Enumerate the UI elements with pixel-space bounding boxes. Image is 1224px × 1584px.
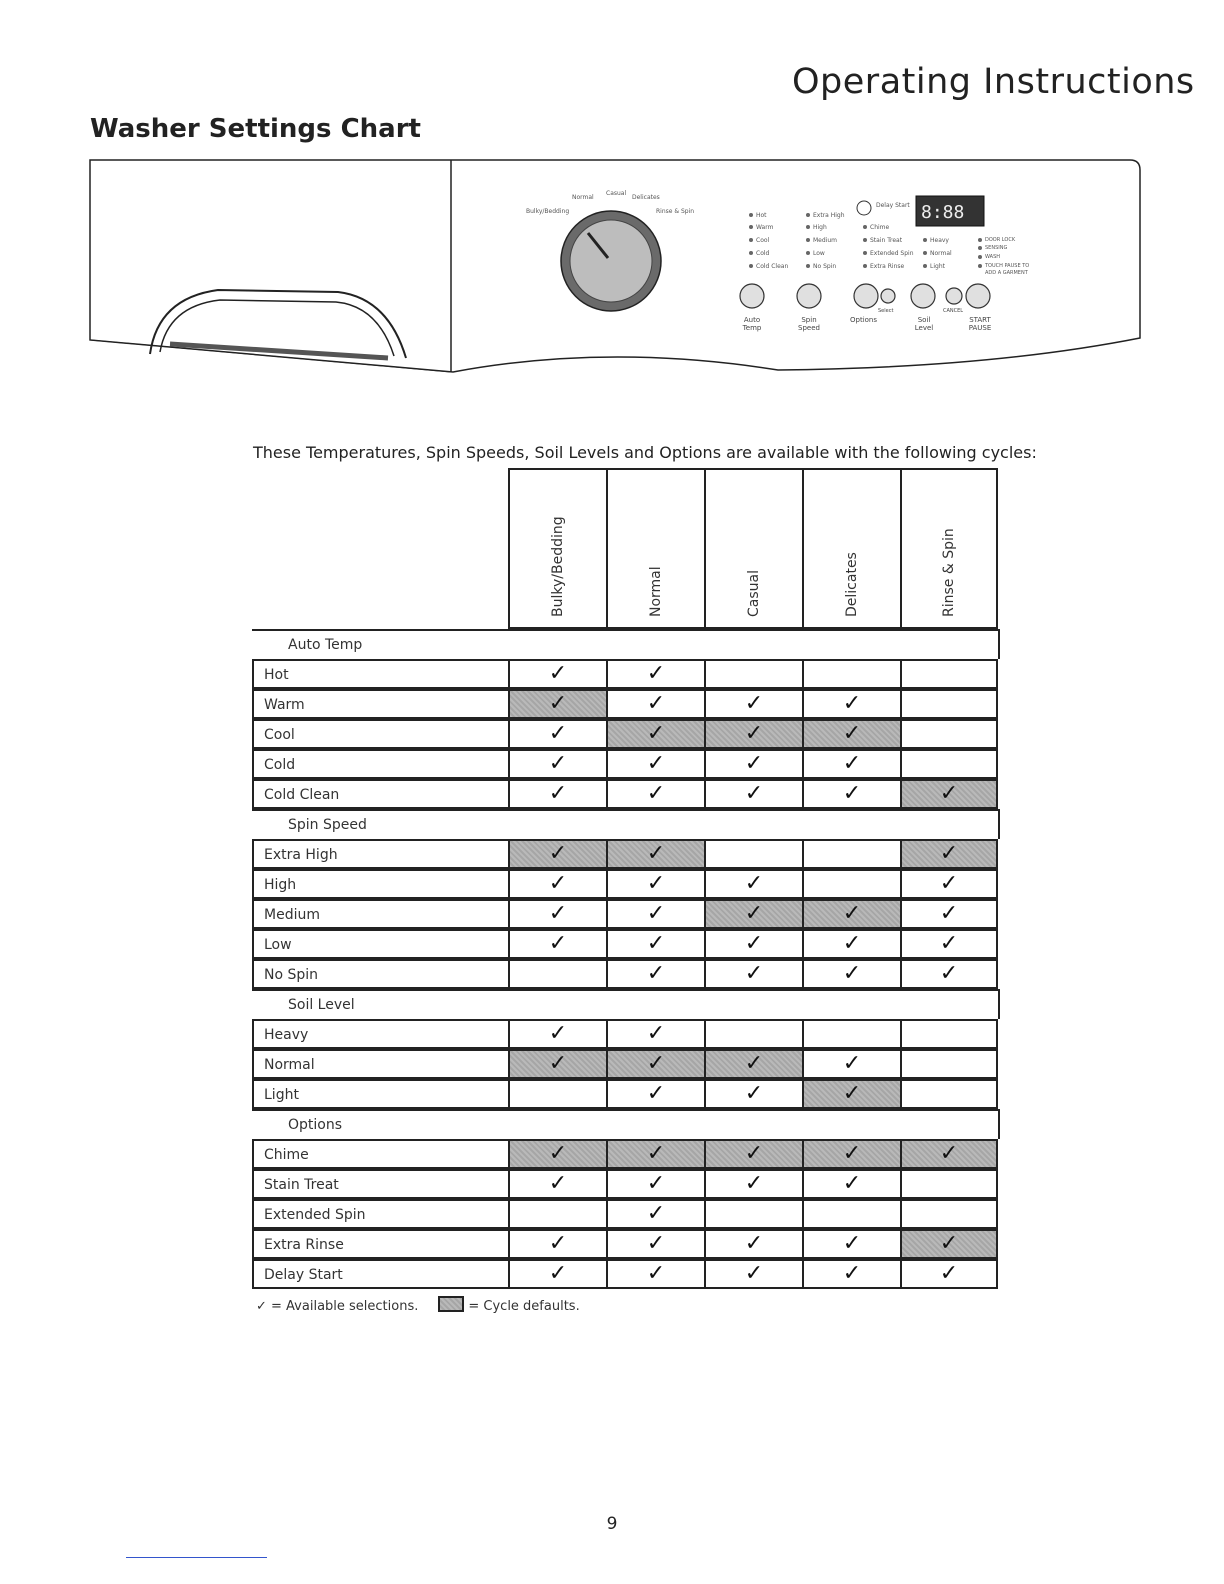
check-mark-icon: ✓ — [646, 1081, 666, 1106]
check-mark-icon: ✓ — [646, 751, 666, 776]
check-mark-icon: ✓ — [744, 961, 764, 986]
table-row — [252, 869, 1000, 899]
group-header — [252, 629, 1000, 659]
check-mark-icon: ✓ — [842, 1141, 862, 1166]
group-header-label: Spin Speed — [288, 817, 367, 833]
available-cell — [900, 899, 998, 929]
column-header: Rinse & Spin — [900, 468, 998, 629]
row-label — [252, 1019, 508, 1049]
check-mark-icon: ✓ — [646, 931, 666, 956]
available-cell — [606, 659, 704, 689]
check-mark-icon: ✓ — [744, 871, 764, 896]
check-mark-icon: ✓ — [939, 1261, 959, 1286]
chart-intro-text: These Temperatures, Spin Speeds, Soil Levels and Options are available with the following cycles: — [253, 443, 1037, 462]
temp-indicator: Hot — [756, 212, 767, 219]
check-mark-icon: ✓ — [548, 721, 568, 746]
empty-cell — [802, 1019, 900, 1049]
default-cell — [508, 689, 606, 719]
table-row — [252, 1139, 1000, 1169]
table-row — [252, 1259, 1000, 1289]
empty-cell — [900, 1199, 998, 1229]
empty-cell — [508, 959, 606, 989]
dial-label-delicates: Delicates — [632, 194, 660, 201]
row-label-text: Extra High — [264, 847, 338, 863]
row-label — [252, 869, 508, 899]
check-mark-icon: ✓ — [548, 691, 568, 716]
available-cell — [900, 869, 998, 899]
default-cell — [704, 719, 802, 749]
check-mark-icon: ✓ — [744, 1051, 764, 1076]
check-mark-icon: ✓ — [939, 901, 959, 926]
options-button-label[interactable]: Options — [850, 316, 878, 324]
available-cell — [704, 869, 802, 899]
available-cell — [802, 1169, 900, 1199]
check-mark-icon: ✓ — [646, 1051, 666, 1076]
available-cell — [606, 1229, 704, 1259]
check-mark-icon: ✓ — [939, 931, 959, 956]
default-cell — [900, 779, 998, 809]
available-cell — [606, 869, 704, 899]
row-label — [252, 839, 508, 869]
check-mark-icon: ✓ — [842, 751, 862, 776]
check-mark-icon: ✓ — [744, 1261, 764, 1286]
table-row — [252, 719, 1000, 749]
empty-cell — [900, 719, 998, 749]
row-label — [252, 1169, 508, 1199]
check-mark-icon: ✓ — [646, 961, 666, 986]
available-cell — [802, 1229, 900, 1259]
check-mark-icon: ✓ — [939, 1141, 959, 1166]
check-mark-icon: ✓ — [939, 1231, 959, 1256]
row-label — [252, 959, 508, 989]
empty-cell — [900, 1049, 998, 1079]
row-label-text: Heavy — [264, 1027, 309, 1043]
washer-control-panel-illustration — [88, 158, 1144, 378]
check-mark-icon: ✓ — [548, 661, 568, 686]
empty-cell — [802, 1199, 900, 1229]
empty-cell — [900, 689, 998, 719]
available-cell — [900, 959, 998, 989]
check-mark-icon: ✓ — [842, 691, 862, 716]
empty-cell — [508, 1199, 606, 1229]
column-header: Normal — [606, 468, 704, 629]
available-cell — [802, 689, 900, 719]
row-label — [252, 1199, 508, 1229]
dial-label-rinse: Rinse & Spin — [656, 208, 695, 215]
check-mark-icon: ✓ — [744, 1171, 764, 1196]
empty-cell — [802, 869, 900, 899]
spin-indicator: Low — [813, 250, 825, 257]
legend-defaults: = Cycle defaults. — [468, 1299, 580, 1314]
default-cell — [606, 1139, 704, 1169]
check-mark-icon: ✓ — [548, 751, 568, 776]
check-mark-icon: ✓ — [939, 841, 959, 866]
empty-cell — [900, 1079, 998, 1109]
table-row — [252, 959, 1000, 989]
row-label — [252, 749, 508, 779]
table-row — [252, 1019, 1000, 1049]
empty-cell — [704, 659, 802, 689]
check-mark-icon: ✓ — [744, 901, 764, 926]
row-label — [252, 1229, 508, 1259]
row-label-text: Light — [264, 1087, 299, 1103]
row-label-text: Low — [264, 937, 292, 953]
legend-default-swatch — [438, 1296, 464, 1312]
row-label-text: Hot — [264, 667, 289, 683]
table-row — [252, 839, 1000, 869]
available-cell — [704, 1169, 802, 1199]
available-cell — [802, 929, 900, 959]
page-header-title: Operating Instructions — [792, 62, 1195, 102]
empty-cell — [704, 1199, 802, 1229]
default-cell — [704, 1139, 802, 1169]
check-mark-icon: ✓ — [646, 871, 666, 896]
group-header — [252, 809, 1000, 839]
temp-indicator: Warm — [756, 224, 774, 231]
row-label — [252, 1049, 508, 1079]
check-mark-icon: ✓ — [939, 961, 959, 986]
available-cell — [802, 1259, 900, 1289]
empty-cell — [900, 1169, 998, 1199]
spin-indicator: Medium — [813, 237, 837, 244]
group-header-label: Auto Temp — [288, 637, 363, 653]
available-cell — [508, 1259, 606, 1289]
cancel-button-label[interactable]: CANCEL — [943, 308, 964, 314]
check-mark-icon: ✓ — [744, 691, 764, 716]
check-mark-icon: ✓ — [646, 1171, 666, 1196]
default-cell — [704, 1049, 802, 1079]
row-label — [252, 689, 508, 719]
check-mark-icon: ✓ — [646, 721, 666, 746]
row-label-text: Medium — [264, 907, 320, 923]
chart-legend — [256, 1296, 580, 1314]
temp-indicator: Cold Clean — [756, 263, 789, 270]
available-cell — [508, 659, 606, 689]
check-mark-icon: ✓ — [939, 781, 959, 806]
row-label — [252, 719, 508, 749]
group-header — [252, 989, 1000, 1019]
row-label-text: Stain Treat — [264, 1177, 339, 1193]
row-label-text: High — [264, 877, 297, 893]
row-label-text: Chime — [264, 1147, 309, 1163]
status-indicator: TOUCH PAUSE TO ADD A GARMENT — [985, 263, 1030, 276]
soil-level-button-label[interactable]: Soil Level — [914, 316, 934, 332]
check-mark-icon: ✓ — [548, 1231, 568, 1256]
check-mark-icon: ✓ — [744, 931, 764, 956]
row-label — [252, 1259, 508, 1289]
dial-label-bulky: Bulky/Bedding — [526, 208, 570, 215]
row-label-text: Cold — [264, 757, 296, 773]
row-label-text: No Spin — [264, 967, 319, 983]
check-mark-icon: ✓ — [548, 931, 568, 956]
check-mark-icon: ✓ — [842, 1231, 862, 1256]
empty-cell — [900, 1019, 998, 1049]
default-cell — [606, 719, 704, 749]
available-cell — [704, 929, 802, 959]
group-header — [252, 1109, 1000, 1139]
row-label-text: Normal — [264, 1057, 315, 1073]
row-label — [252, 1139, 508, 1169]
spin-speed-button-label[interactable]: Spin Speed — [798, 316, 820, 332]
available-cell — [606, 929, 704, 959]
option-indicator: Stain Treat — [870, 237, 903, 244]
row-label-text: Warm — [264, 697, 305, 713]
available-cell — [704, 959, 802, 989]
available-cell — [606, 749, 704, 779]
available-cell — [606, 1199, 704, 1229]
check-mark-icon: ✓ — [744, 751, 764, 776]
table-row — [252, 1199, 1000, 1229]
default-cell — [900, 1229, 998, 1259]
available-cell — [508, 869, 606, 899]
check-mark-icon: ✓ — [548, 1171, 568, 1196]
available-cell — [606, 899, 704, 929]
empty-cell — [802, 659, 900, 689]
check-mark-icon: ✓ — [744, 781, 764, 806]
default-cell — [606, 1049, 704, 1079]
default-cell — [508, 1139, 606, 1169]
available-cell — [704, 1259, 802, 1289]
column-header: Bulky/Bedding — [508, 468, 606, 629]
available-cell — [508, 749, 606, 779]
default-cell — [508, 1049, 606, 1079]
check-mark-icon: ✓ — [842, 931, 862, 956]
option-indicator: Extended Spin — [870, 250, 914, 257]
section-title: Washer Settings Chart — [90, 114, 421, 144]
check-mark-icon: ✓ — [646, 1201, 666, 1226]
check-mark-icon: ✓ — [646, 1261, 666, 1286]
check-mark-icon: ✓ — [744, 1231, 764, 1256]
available-cell — [900, 929, 998, 959]
default-cell — [802, 719, 900, 749]
available-cell — [802, 749, 900, 779]
available-cell — [704, 749, 802, 779]
status-indicator: WASH — [985, 254, 1001, 260]
available-cell — [606, 1259, 704, 1289]
available-cell — [508, 1169, 606, 1199]
check-mark-icon: ✓ — [842, 1051, 862, 1076]
column-header: Delicates — [802, 468, 900, 629]
row-label — [252, 929, 508, 959]
soil-indicator: Heavy — [930, 237, 949, 244]
available-cell — [606, 779, 704, 809]
page-number: 9 — [606, 1514, 618, 1534]
row-label-text: Extended Spin — [264, 1207, 366, 1223]
empty-cell — [704, 1019, 802, 1049]
empty-cell — [704, 839, 802, 869]
available-cell — [704, 689, 802, 719]
check-mark-icon: ✓ — [646, 781, 666, 806]
time-display: 8:88 — [921, 202, 965, 223]
group-header-label: Options — [288, 1117, 343, 1133]
row-label-text: Delay Start — [264, 1267, 343, 1283]
select-button-label[interactable]: Select — [878, 308, 894, 314]
check-mark-icon: ✓ — [842, 721, 862, 746]
available-cell — [606, 1019, 704, 1049]
table-row — [252, 1049, 1000, 1079]
dial-label-casual: Casual — [606, 190, 627, 197]
check-mark-icon: ✓ — [646, 691, 666, 716]
check-mark-icon: ✓ — [548, 781, 568, 806]
soil-indicator: Light — [930, 263, 945, 270]
check-mark-icon: ✓ — [646, 1021, 666, 1046]
row-label-text: Cool — [264, 727, 295, 743]
check-mark-icon: ✓ — [548, 1141, 568, 1166]
available-cell — [900, 1259, 998, 1289]
check-mark-icon: ✓ — [548, 841, 568, 866]
dial-label-normal: Normal — [572, 194, 594, 201]
option-indicator: Extra Rinse — [870, 263, 905, 270]
table-row — [252, 1079, 1000, 1109]
check-mark-icon: ✓ — [842, 901, 862, 926]
available-cell — [508, 719, 606, 749]
check-mark-icon: ✓ — [744, 1081, 764, 1106]
available-cell — [606, 1169, 704, 1199]
delay-start-label: Delay Start — [876, 202, 910, 209]
available-cell — [802, 959, 900, 989]
check-mark-icon: ✓ — [646, 901, 666, 926]
group-header-label: Soil Level — [288, 997, 355, 1013]
available-cell — [802, 1049, 900, 1079]
row-label — [252, 659, 508, 689]
available-cell — [704, 1229, 802, 1259]
default-cell — [802, 899, 900, 929]
empty-cell — [900, 749, 998, 779]
soil-indicator: Normal — [930, 250, 952, 257]
check-mark-icon: ✓ — [744, 721, 764, 746]
available-cell — [704, 779, 802, 809]
check-mark-icon: ✓ — [548, 901, 568, 926]
table-row — [252, 659, 1000, 689]
start-pause-button-label[interactable]: START PAUSE — [968, 316, 992, 332]
available-cell — [508, 779, 606, 809]
table-column-headers — [252, 468, 1000, 629]
check-mark-icon: ✓ — [842, 961, 862, 986]
status-indicator: SENSING — [985, 245, 1008, 251]
check-mark-icon: ✓ — [548, 1021, 568, 1046]
table-row — [252, 749, 1000, 779]
check-mark-icon: ✓ — [646, 661, 666, 686]
available-cell — [508, 1019, 606, 1049]
empty-cell — [900, 659, 998, 689]
row-label — [252, 1079, 508, 1109]
check-mark-icon: ✓ — [842, 1081, 862, 1106]
temp-indicator: Cold — [756, 250, 770, 257]
check-mark-icon: ✓ — [548, 1261, 568, 1286]
table-row — [252, 689, 1000, 719]
table-row — [252, 1229, 1000, 1259]
available-cell — [606, 959, 704, 989]
auto-temp-button-label[interactable]: Auto Temp — [742, 316, 762, 332]
check-mark-icon: ✓ — [939, 871, 959, 896]
default-cell — [900, 1139, 998, 1169]
available-cell — [508, 929, 606, 959]
available-cell — [704, 1079, 802, 1109]
available-cell — [802, 779, 900, 809]
footer-rule — [126, 1557, 267, 1558]
check-mark-icon: ✓ — [646, 1141, 666, 1166]
available-cell — [606, 689, 704, 719]
default-cell — [900, 839, 998, 869]
default-cell — [802, 1139, 900, 1169]
check-mark-icon: ✓ — [842, 1261, 862, 1286]
spin-indicator: High — [813, 224, 827, 231]
table-row — [252, 779, 1000, 809]
check-mark-icon: ✓ — [646, 841, 666, 866]
check-mark-icon: ✓ — [548, 871, 568, 896]
table-row — [252, 899, 1000, 929]
check-mark-icon: ✓ — [744, 1141, 764, 1166]
available-cell — [508, 1229, 606, 1259]
option-indicator: Chime — [870, 224, 890, 231]
row-label — [252, 779, 508, 809]
table-row — [252, 1169, 1000, 1199]
legend-available: ✓ = Available selections. — [256, 1299, 419, 1314]
default-cell — [508, 839, 606, 869]
table-row — [252, 929, 1000, 959]
row-label-text: Extra Rinse — [264, 1237, 344, 1253]
check-mark-icon: ✓ — [842, 1171, 862, 1196]
spin-indicator: No Spin — [813, 263, 837, 270]
row-label-text: Cold Clean — [264, 787, 340, 803]
available-cell — [606, 1079, 704, 1109]
column-header: Casual — [704, 468, 802, 629]
empty-cell — [802, 839, 900, 869]
available-cell — [508, 899, 606, 929]
temp-indicator: Cool — [756, 237, 770, 244]
check-mark-icon: ✓ — [548, 1051, 568, 1076]
default-cell — [704, 899, 802, 929]
row-label — [252, 899, 508, 929]
spin-indicator: Extra High — [813, 212, 845, 219]
default-cell — [802, 1079, 900, 1109]
check-mark-icon: ✓ — [842, 781, 862, 806]
default-cell — [606, 839, 704, 869]
check-mark-icon: ✓ — [646, 1231, 666, 1256]
status-indicator: DOOR LOCK — [985, 237, 1016, 243]
empty-cell — [508, 1079, 606, 1109]
